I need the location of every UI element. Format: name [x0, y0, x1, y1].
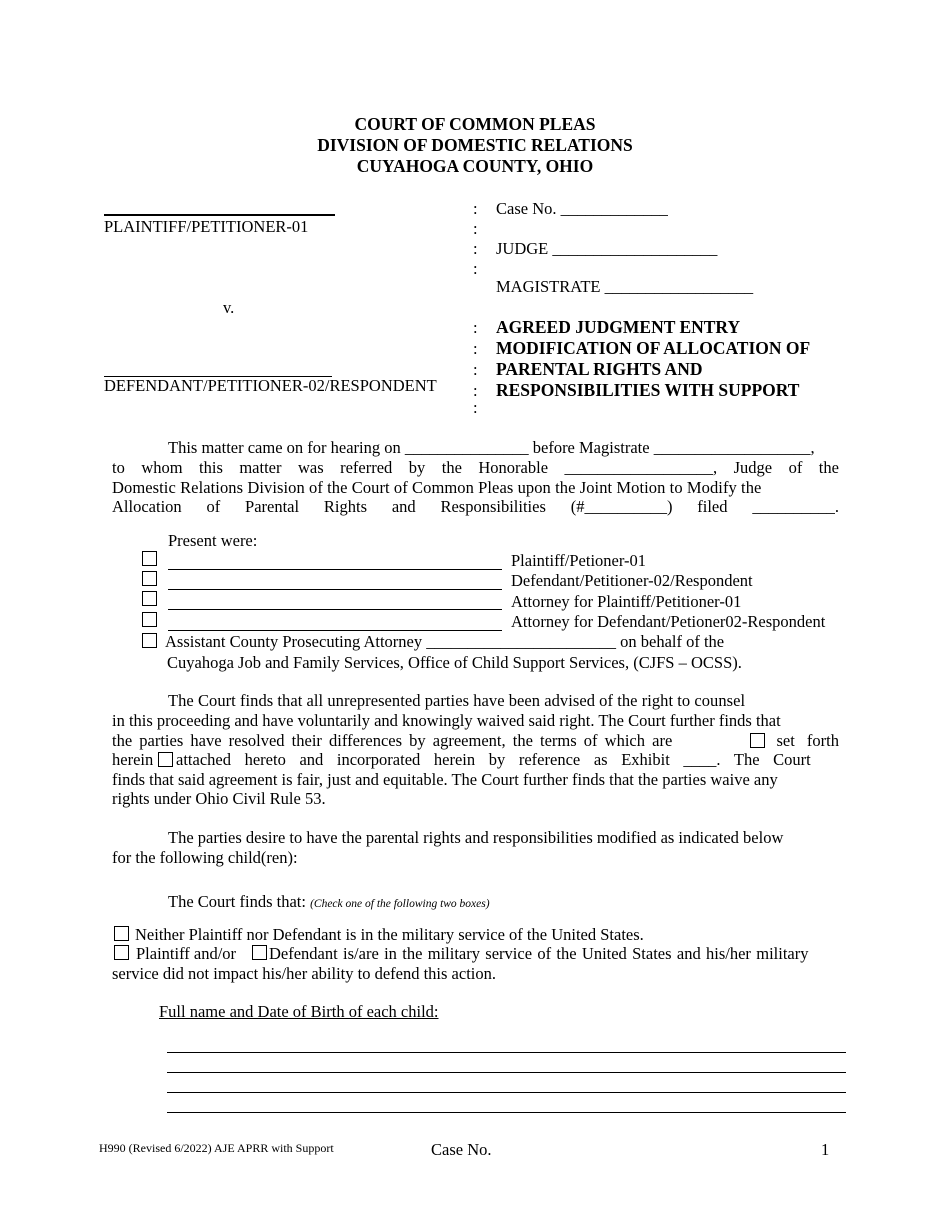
case-number-field[interactable]: Case No. _____________ [496, 199, 668, 218]
word: the [818, 458, 839, 477]
findings-line-2: in this proceeding and have voluntarily and knowingly waived said right. The Court further finds that [112, 711, 781, 730]
hearing-line-3: Domestic Relations Division of the Court of Common Pleas upon the Joint Motion to Modify the [112, 478, 762, 497]
present-role-label: Attorney for Plaintiff/Petitioner-01 [511, 592, 742, 611]
present-heading: Present were: [168, 531, 258, 550]
filed-date-blank[interactable]: __________. [752, 497, 839, 516]
county-name: CUYAHOGA COUNTY, OHIO [356, 156, 594, 176]
magistrate-field[interactable]: MAGISTRATE __________________ [496, 277, 754, 296]
versus-label: v. [223, 298, 235, 317]
child-entry-line[interactable] [167, 1072, 846, 1073]
present-defendant-checkbox[interactable] [142, 571, 157, 586]
word: Parental [245, 497, 300, 516]
present-prosecutor-checkbox[interactable] [142, 633, 157, 648]
defendant-label: DEFENDANT/PETITIONER-02/RESPONDENT [104, 376, 437, 395]
present-name-line[interactable] [168, 569, 502, 570]
caption-colon: : [473, 219, 478, 238]
present-plaintiff-checkbox[interactable] [142, 551, 157, 566]
word: Rights [323, 497, 368, 516]
hearing-line-4 [112, 497, 839, 517]
findings-text: herein [112, 750, 154, 769]
footer-case-no: Case No. [431, 1140, 492, 1159]
word: to [112, 458, 125, 477]
judge-name-blank[interactable]: __________________, [564, 458, 718, 477]
military-option-2: Defendant is/are in the military service of the United States and his/her military [269, 944, 809, 963]
findings-line-3 [112, 731, 744, 751]
caption-colon: : [473, 239, 478, 258]
military-instruction: (Check one of the following two boxes) [310, 898, 490, 910]
motion-number-blank[interactable]: (#__________) [570, 497, 673, 516]
agency-line: Cuyahoga Job and Family Services, Office of Child Support Services, (CJFS – OCSS). [167, 653, 742, 672]
word: whom [141, 458, 183, 477]
military-none-checkbox[interactable] [114, 926, 129, 941]
present-name-line[interactable] [168, 609, 502, 610]
word: filed [697, 497, 728, 516]
children-label: Full name and Date of Birth of each child: [159, 1002, 439, 1021]
court-name: COURT OF COMMON PLEAS [354, 114, 596, 134]
caption-colon: : [473, 199, 478, 218]
caption-colon: : [473, 398, 478, 417]
present-role-label: Defendant/Petitioner-02/Respondent [511, 571, 753, 590]
word: this [199, 458, 223, 477]
present-name-line[interactable] [168, 589, 502, 590]
hearing-line-2 [112, 458, 839, 478]
military-intro-text: The Court finds that: [168, 892, 306, 911]
word: Judge [733, 458, 773, 477]
present-role-label: Attorney for Defendant/Petioner02-Respondent [511, 612, 826, 631]
word: Responsibilities [440, 497, 546, 516]
child-entry-line[interactable] [167, 1052, 846, 1053]
plaintiff-label: PLAINTIFF/PETITIONER-01 [104, 217, 309, 236]
hearing-line-1: This matter came on for hearing on _______________ before Magistrate ___________________, [168, 438, 815, 457]
present-defendant-attorney-checkbox[interactable] [142, 612, 157, 627]
military-option-2-start: Plaintiff and/or [136, 944, 237, 963]
page-number: 1 [821, 1140, 830, 1159]
division-name: DIVISION OF DOMESTIC RELATIONS [317, 135, 633, 155]
findings-line-1: The Court finds that all unrepresented parties have been advised of the right to counsel [168, 691, 746, 710]
word: and [391, 497, 416, 516]
document-title-line: RESPONSIBILITIES WITH SUPPORT [496, 380, 800, 400]
child-entry-line[interactable] [167, 1112, 846, 1113]
prosecutor-line[interactable]: Assistant County Prosecuting Attorney _______________________ on behalf of the [165, 632, 725, 651]
agreement-attached-checkbox[interactable] [158, 752, 173, 767]
caption-colon: : [473, 339, 478, 358]
findings-line-4: attached hereto and incorporated herein by reference as Exhibit ____. The Court [176, 750, 811, 769]
form-id: H990 (Revised 6/2022) AJE APRR with Support [99, 1141, 334, 1155]
word: the [441, 458, 462, 477]
modify-line-2: for the following child(ren): [112, 848, 298, 867]
word: of [206, 497, 221, 516]
present-name-line[interactable] [168, 630, 502, 631]
child-entry-line[interactable] [167, 1092, 846, 1093]
present-role-label: Plaintiff/Petioner-01 [511, 551, 647, 570]
word: Honorable [478, 458, 549, 477]
word: of [788, 458, 803, 477]
word: matter [239, 458, 282, 477]
modify-line-1: The parties desire to have the parental rights and responsibilities modified as indicated below [168, 828, 784, 847]
document-title-line: MODIFICATION OF ALLOCATION OF [496, 338, 811, 358]
findings-line-6: rights under Ohio Civil Rule 53. [112, 789, 326, 808]
military-defendant-checkbox[interactable] [252, 945, 267, 960]
word: was [297, 458, 324, 477]
word: Allocation [112, 497, 182, 516]
military-plaintiff-checkbox[interactable] [114, 945, 129, 960]
military-option-2-end: service did not impact his/her ability to defend this action. [112, 964, 496, 983]
plaintiff-name-line[interactable] [104, 214, 335, 216]
agreement-set-forth-checkbox[interactable] [750, 733, 765, 748]
caption-colon: : [473, 360, 478, 379]
findings-text: set forth [776, 731, 839, 750]
present-plaintiff-attorney-checkbox[interactable] [142, 591, 157, 606]
document-title-line: AGREED JUDGMENT ENTRY [496, 317, 741, 337]
findings-text: the parties have resolved their differences by agreement, the terms of which are [112, 731, 673, 750]
word: by [408, 458, 426, 477]
judge-field[interactable]: JUDGE ____________________ [496, 239, 718, 258]
document-title-line: PARENTAL RIGHTS AND [496, 359, 703, 379]
caption-colon: : [473, 318, 478, 337]
caption-colon: : [473, 381, 478, 400]
caption-colon: : [473, 259, 478, 278]
word: referred [340, 458, 393, 477]
military-intro [168, 892, 490, 912]
findings-line-5: finds that said agreement is fair, just and equitable. The Court further finds that the parties waive any [112, 770, 778, 789]
military-option-1: Neither Plaintiff nor Defendant is in the military service of the United States. [135, 925, 644, 944]
